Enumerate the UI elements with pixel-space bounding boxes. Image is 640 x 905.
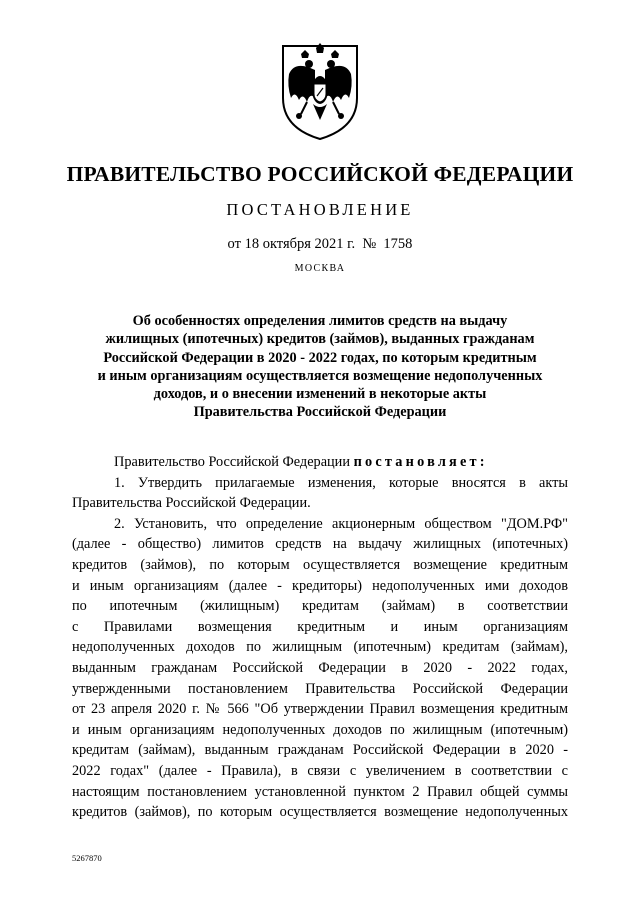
body-line: утвержденными постановлением Правительства Российской Федерации [72,680,568,697]
document-type: ПОСТАНОВЛЕНИЕ [226,200,414,219]
body-line: и иным организациям (далее - кредиторы) недополученных ими доходов [72,577,568,594]
body-line: кредитов (займов), по которым осуществляется возмещение недополученных [72,804,568,821]
body-line: 1. Утвердить прилагаемые изменения, которые вносятся в акты [114,474,568,491]
government-title: ПРАВИТЕЛЬСТВО РОССИЙСКОЙ ФЕДЕРАЦИИ [66,162,574,186]
city: МОСКВА [294,263,346,274]
body-line: Правительства Российской Федерации. [72,495,311,512]
body-line: и иным организациям недополученных доходов по жилищным (ипотечным) [72,721,568,738]
date-line: от 18 октября 2021 г. № 1758 [227,236,413,252]
document-number: 5267870 [72,853,102,863]
body-line: 2. Установить, что определение акционерным обществом "ДОМ.РФ" [114,515,568,532]
body-line: недополученных доходов по жилищным (ипотечным) кредитам (займам), [72,639,568,656]
emblem-icon [277,40,363,142]
heading-line: и иным организациям осуществляется возмещение недополученных [97,367,543,384]
document-heading [60,312,580,422]
body-line: (далее - общество) лимитов средств на выдачу жилищных (ипотечных) [72,536,568,553]
preamble-prefix: Правительство Российской Федерации [114,454,354,470]
body-line: с Правилами возмещения кредитным и иным организациям [72,618,568,635]
body-line: по ипотечным (жилищным) кредитам (займам) в соответствии [72,598,568,615]
body-line: 2022 годах" (далее - Правила), в связи с увеличением в соответствии с [72,762,568,779]
preamble-verb: постановляет: [353,454,488,470]
body-line: кредитов (займов), по которым осуществляется возмещение кредитным [72,556,568,573]
body-line: настоящим постановлением установленной пунктом 2 Правил общей суммы [72,783,568,800]
body-line: от 23 апреля 2020 г. № 566 "Об утверждении Правил возмещения кредитным [72,701,568,718]
heading-line: жилищных (ипотечных) кредитов (займов), выданных гражданам [105,331,535,348]
preamble [72,452,568,473]
document-body [72,452,568,823]
body-line: кредитам (займам), выданным гражданам Российской Федерации в 2020 - [72,742,568,759]
heading-line: Российской Федерации в 2020 - 2022 годах, по которым кредитным [103,349,537,366]
heading-line: Об особенностях определения лимитов средств на выдачу [132,313,508,329]
heading-line: Правительства Российской Федерации [193,404,447,421]
body-line: выданным гражданам Российской Федерации в 2020 - 2022 годах, [72,659,568,676]
heading-line: доходов, и о внесении изменений в некоторые акты [153,386,487,403]
